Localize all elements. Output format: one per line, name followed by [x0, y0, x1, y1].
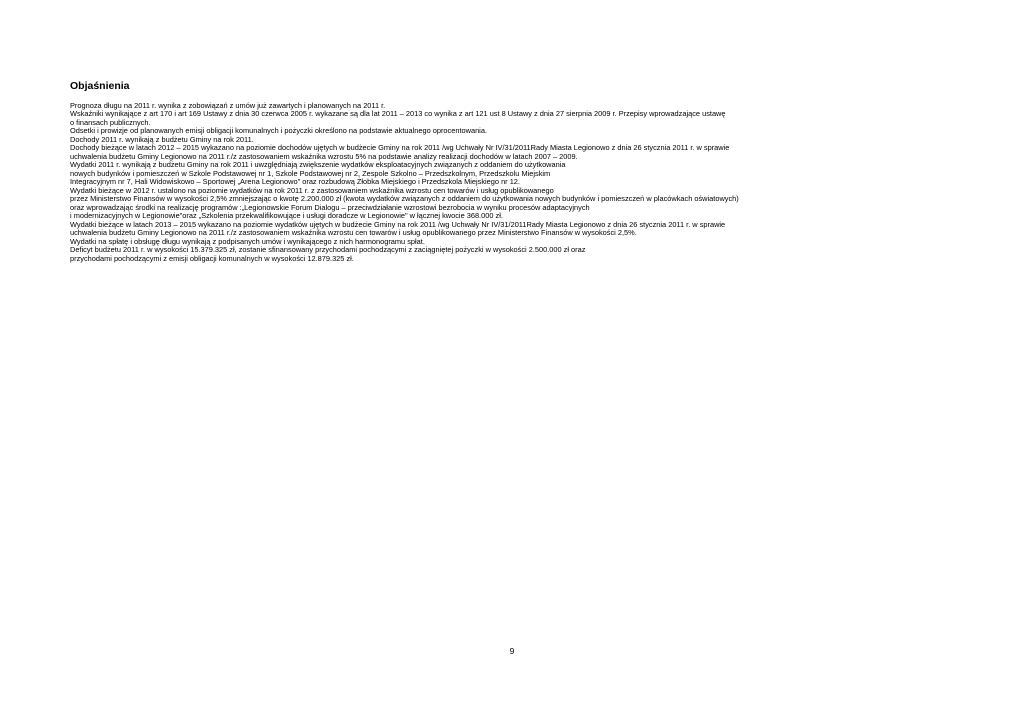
text-line: Wydatki bieżące w 2012 r. ustalono na poziomie wydatków na rok 2011 r. z zastosowaniem wskaźnika wzrostu cen towarów i usług opublikowanego: [70, 185, 554, 195]
text-line: i modernizacyjnych w Legionowie"oraz „Szkolenia przekwalifikowujące i usługi doradcze w Legionowie" w łącznej kwocie 368.000 zł.: [70, 211, 503, 220]
text-line: o finansach publicznych.: [70, 117, 151, 127]
text-line: Dochody bieżące w latach 2012 – 2015 wykazano na poziomie dochodów ujętych w budżecie Gminy na rok 2011 /wg Uchwały Nr IV/31/2011Rady Miasta Legionowo z dnia 26 stycznia 2011 r. w sprawie: [70, 143, 730, 152]
text-line: uchwalenia budżetu Gminy Legionowo na 2011 r./z zastosowaniem wskaźnika wzrostu 5% na podstawie analizy realizacji dochodów w latach 2007 – 2009.: [70, 151, 578, 161]
text-line: przez Ministerstwo Finansów w wysokości 2,5% zmniejszając o kwotę 2.200.000 zł (kwota wydatków związanych z oddaniem do użytkowania nowych budynków i pomieszczeń w placówkach oświatowych): [70, 194, 739, 203]
text-line: Wydatki 2011 r. wynikają z budżetu Gminy na rok 2011 i uwzględniają zwiększenie wydatków eksploatacyjnych związanych z oddaniem do użytkowania: [70, 160, 566, 169]
text-line: nowych budynków i pomieszczeń w Szkole Podstawowej nr 1, Szkole Podstawowej nr 2, Zespole Szkolno – Przedszkolnym, Przedszkolu Miejskim: [70, 168, 551, 178]
text-line: przychodami pochodzącymi z emisji obligacji komunalnych w wysokości 12.879.325 zł.: [70, 253, 354, 263]
text-line: Wskaźniki wynikające z art 170 i art 169 Ustawy z dnia 30 czerwca 2005 r. wykazane są dla lat 2011 – 2013 co wynika z art 121 ust 8 Ustawy z dnia 27 sierpnia 2009 r. Przepisy wprowadzające ustawę: [70, 109, 726, 118]
text-line: Prognoza długu na 2011 r. wynika z zobowiązań z umów już zawartych i planowanych na 2011 r.: [70, 100, 386, 110]
text-line: Odsetki i prowizje od planowanych emisji obligacji komunalnych i pożyczki określono na podstawie aktualnego oprocentowania.: [70, 126, 487, 135]
text-line: uchwalenia budżetu Gminy Legionowo na 2011 r./z zastosowaniem wskaźnika wzrostu cen towarów i usług opublikowanego przez Ministerstwo Finansów w wysokości 2,5%.: [70, 228, 637, 237]
text-line: Deficyt budżetu 2011 r. w wysokości 15.379.325 zł, zostanie sfinansowany przychodami pochodzącymi z zaciągniętej pożyczki w wysokości 2.500.000 zł oraz: [70, 245, 586, 254]
text-line: Integracyjnym nr 7, Hali Widowiskowo – Sportowej „Arena Legionowo" oraz rozbudową Żłobka Miejskiego i Przedszkola Miejskiego nr 12.: [70, 177, 520, 186]
text-line: oraz wprowadzając środki na realizację programów :„Legionowskie Forum Dialogu – przeciwdziałanie wzrostowi bezrobocia w wyniku procesów adaptacyjnych: [70, 202, 590, 212]
text-line: Wydatki na spłatę i obsługę długu wynikają z podpisanych umów i wynikającego z nich harmonogramu spłat.: [70, 236, 425, 246]
page-number: 9: [509, 646, 515, 656]
page-title: Objaśnienia: [70, 80, 130, 92]
text-line: Dochody 2011 r. wynikają z budżetu Gminy na rok 2011.: [70, 134, 254, 144]
explanations-text: [70, 102, 960, 264]
text-line: Wydatki bieżące w latach 2013 – 2015 wykazano na poziomie wydatków ujętych w budżecie Gminy na rok 2011 /wg Uchwały Nr IV/31/2011Rady Miasta Legionowo z dnia 26 stycznia 2011 r. w sprawie: [70, 219, 726, 229]
